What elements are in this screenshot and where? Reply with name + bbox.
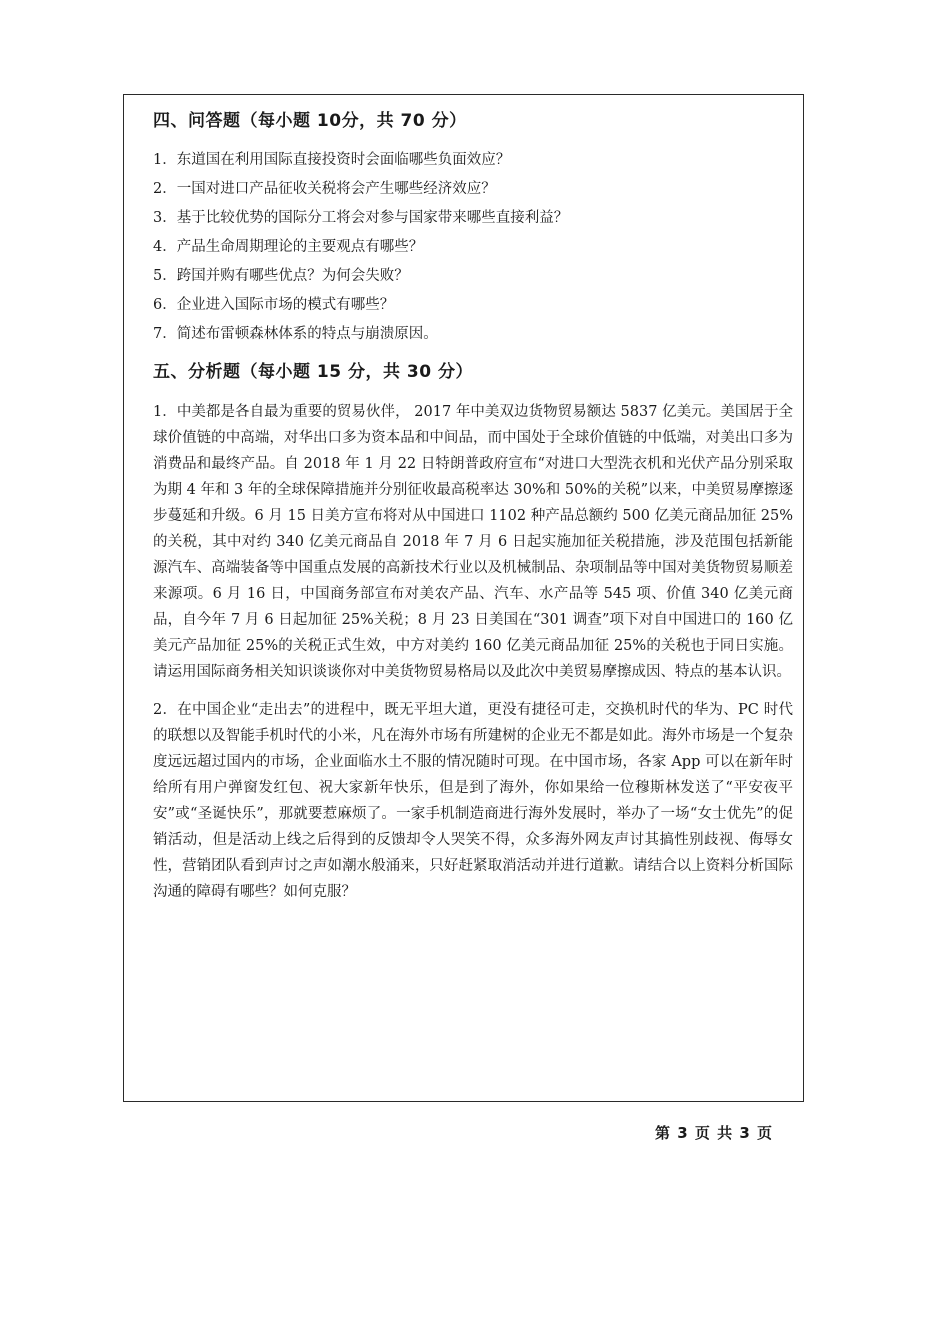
analysis-question-1: 1．中美都是各自最为重要的贸易伙伴， 2017 年中美双边货物贸易额达 5837 亿美元。美国居于全球价值链的中高端，对华出口多为资本品和中间品，而中国处于全球价值链的中低端，对美出口多为消费品和最终产品。自 2018 年 1 月 22 日特朗普政府宣布“对进口大型洗衣机和光伏产品分别采取为期 4 年和 3 年的全球保障措施并分别征收最高税率达 30%和 50%的关税”以来，中美贸易摩擦逐步蔓延和升级。6 月 15 日美方宣布将对从中国进口 1102 种产品总额约 500 亿美元商品加征 25%的关税，其中对约 340 亿美元商品自 2018 年 7 月 6 日起实施加征关税措施，涉及范围包括新能源汽车、高端装备等中国重点发展的高新技术行业以及机械制品、杂项制品等中国对美货物贸易顺差来源项。6 月 16 日，中国商务部宣布对美农产品、汽车、水产品等 545 项、价值 340 亿美元商品，自今年 7 月 6 日起加征 25%关税；8 月 23 日美国在“301 调查”项下对自中国进口的 160 亿美元产品加征 25%的关税正式生效，中方对美约 160 亿美元商品加征 25%的关税也于同日实施。请运用国际商务相关知识谈谈你对中美货物贸易格局以及此次中美贸易摩擦成因、特点的基本认识。 [153, 404, 793, 680]
page-number: 第 3 页 共 3 页 [655, 1124, 773, 1142]
question-item: 2．一国对进口产品征收关税将会产生哪些经济效应？ [153, 181, 496, 197]
question-item: 4．产品生命周期理论的主要观点有哪些？ [153, 239, 424, 255]
section-5-title: 五、分析题（每小题 15 分，共 30 分） [153, 362, 473, 382]
exam-content [153, 108, 793, 905]
analysis-question-2: 2．在中国企业“走出去”的进程中，既无平坦大道，更没有捷径可走，交换机时代的华为、PC 时代的联想以及智能手机时代的小米，凡在海外市场有所建树的企业无不都是如此。海外市场是一个复杂度远远超过国内的市场，企业面临水土不服的情况随时可现。在中国市场，各家 App 可以在新年时给所有用户弹窗发红包、祝大家新年快乐，但是到了海外，你如果给一位穆斯林发送了“平安夜平安”或“圣诞快乐”，那就要惹麻烦了。一家手机制造商进行海外发展时，举办了一场“女士优先”的促销活动，但是活动上线之后得到的反馈却令人哭笑不得，众多海外网友声讨其搞性别歧视、侮辱女性，营销团队看到声讨之声如潮水般涌来，只好赶紧取消活动并进行道歉。请结合以上资料分析国际沟通的障碍有哪些？如何克服？ [153, 702, 793, 900]
question-item: 1．东道国在利用国际直接投资时会面临哪些负面效应？ [153, 152, 511, 168]
question-item: 3．基于比较优势的国际分工将会对参与国家带来哪些直接利益？ [153, 210, 569, 226]
section-4-title: 四、问答题（每小题 10分，共 70 分） [153, 111, 467, 131]
section-4-question-list [153, 146, 793, 349]
question-item: 5．跨国并购有哪些优点？为何会失败？ [153, 268, 409, 284]
question-item: 6．企业进入国际市场的模式有哪些？ [153, 297, 395, 313]
question-item: 7．简述布雷顿森林体系的特点与崩溃原因。 [153, 326, 438, 342]
